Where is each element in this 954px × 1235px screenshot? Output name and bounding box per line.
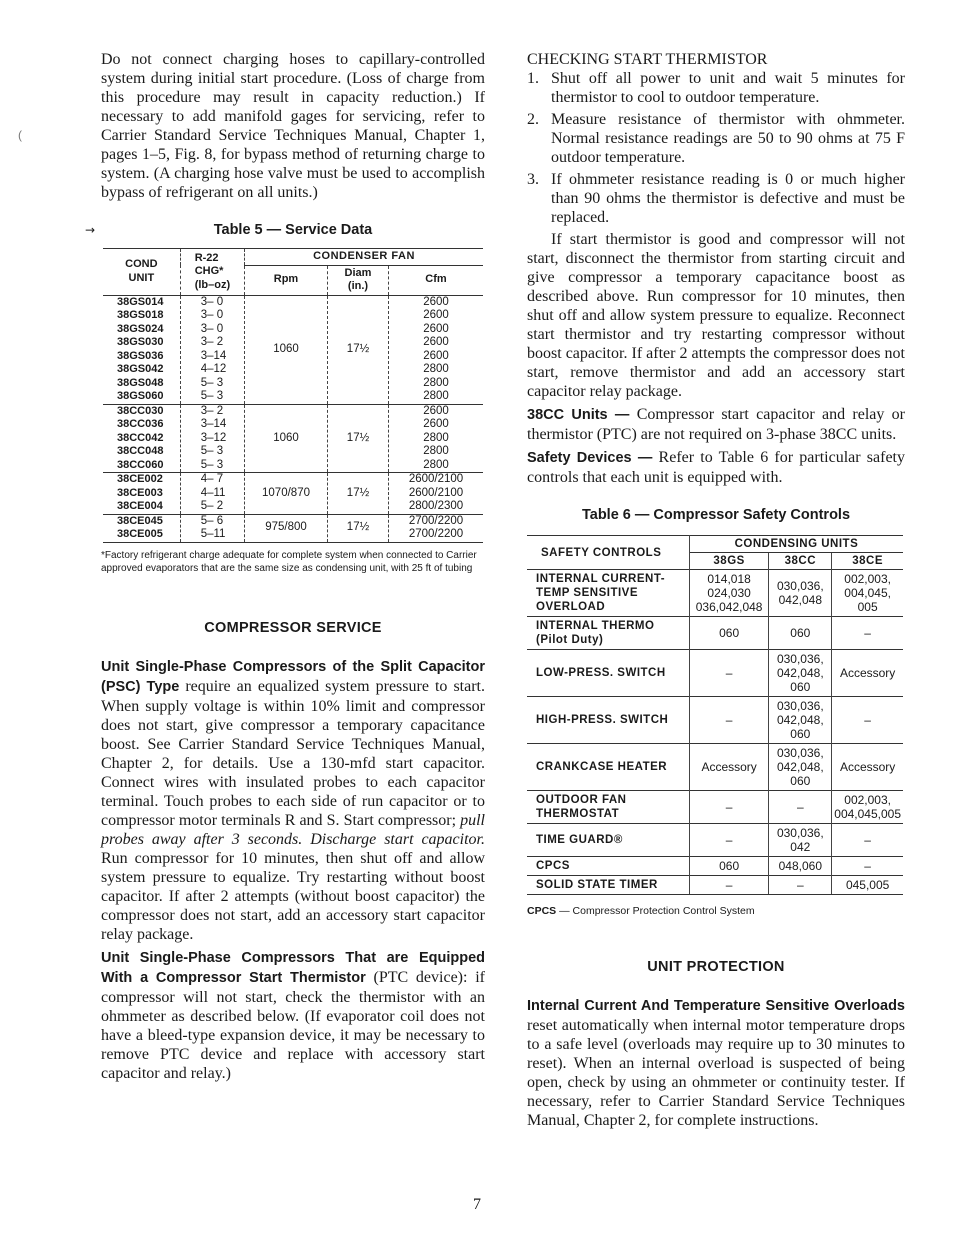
unit-list: 38CE002 38CE003 38CE004 [103, 473, 180, 515]
rpm-value: 1070/870 [245, 473, 328, 515]
unit-protection-paragraph: Internal Current And Temperature Sensitive Overloads reset automatically when internal motor temperature drops to a safe level (overloads may require up to 30 minutes to reset). When an internal overload is suspected of being open, check by using an ohmmeter or continuity tester. If necessary, refer to Carrier Standard Service Techniques Manual, Chapter 2, for complete instructions. [527, 998, 905, 1129]
left-column [85, 50, 485, 1083]
charge-list: 5– 6 5–11 [180, 514, 244, 542]
col-cond-unit: COND UNIT [103, 249, 180, 296]
col-condensing-units: CONDENSING UNITS [689, 536, 903, 553]
col-safety-controls: SAFETY CONTROLS [527, 536, 689, 570]
table-row: TIME GUARD® – 030,036, 042 – [527, 824, 903, 857]
table6-caption: Table 6 — Compressor Safety Controls [581, 507, 851, 523]
table-row: CPCS 060 048,060 – [527, 857, 903, 876]
compressor-service-heading: COMPRESSOR SERVICE [204, 619, 382, 636]
thermistor-heading: CHECKING START THERMISTOR [527, 51, 768, 68]
table-row: HIGH-PRESS. SWITCH – 030,036, 042,048, 060 – [527, 697, 903, 744]
cfm-list: 2600 2600 2800 2800 2800 [389, 404, 484, 473]
diam-value: 17½ [328, 473, 389, 515]
table-row [103, 514, 483, 542]
charge-list: 4– 7 4–11 5– 2 [180, 473, 244, 515]
cfm-list: 2600/2100 2600/2100 2800/2300 [389, 473, 484, 515]
cfm-list: 2600 2600 2600 2600 2600 2800 2800 2800 [389, 295, 484, 404]
psc-paragraph: Unit Single-Phase Compressors of the Split Capacitor (PSC) Type require an equalized system pressure to start. When supply voltage is within 10% limit and compressor does not start, give compressor a temporary capacitance boost. See Carrier Standard Service Techniques Manual, Chapter 2, for details. Use a 130-mfd start capacitor. Connect wires with insulated probes to each capacitor terminal. Touch probes to each side of run capacitor or to compressor motor terminals R and S. Start compressor; pull probes away after 3 seconds. Discharge start capacitor. Run compressor for 10 minutes, then shut off and allow system pressure to equalize. Try restarting without boost capacitor. If after 2 attempts (without boost capacitor) the compressor does not start, add an accessory start capacitor relay package. [101, 658, 485, 943]
unit-list: 38CE045 38CE005 [103, 514, 180, 542]
table-row [103, 295, 483, 404]
col-r22-chg: R-22 CHG* (lb–oz) [180, 249, 244, 296]
charge-list: 3– 0 3– 0 3– 0 3– 2 3–14 4–12 5– 3 5– 3 [180, 295, 244, 404]
charge-list: 3– 2 3–14 3–12 5– 3 5– 3 [180, 404, 244, 473]
table-row: OUTDOOR FAN THERMOSTAT – – 002,003, 004,045,005 [527, 791, 903, 824]
table-row: LOW-PRESS. SWITCH – 030,036, 042,048, 060 Accessory [527, 650, 903, 697]
thermistor-paragraph: If start thermistor is good and compressor will not start, disconnect the thermistor from starting circuit and give compressor a temporary capacitance boost as described above. Run compressor for 10 minutes, then shut off and allow system pressure to equalize. Reconnect start thermistor and try restarting compressor without boost capacitor. If after 2 attempts the compressor does not start, remove thermistor and add an accessory start capacitor relay package. [527, 231, 905, 400]
arrow-icon: → [85, 223, 96, 237]
step-item: 2. Measure resistance of thermistor with ohmmeter. Normal resistance readings are 50 to 90 ohms at 75 F outdoor temperature. [527, 111, 905, 166]
col-condenser-fan: CONDENSER FAN [245, 249, 484, 266]
unit-protection-heading: UNIT PROTECTION [647, 959, 785, 975]
service-data-table [103, 248, 483, 543]
cfm-list: 2700/2200 2700/2200 [389, 514, 484, 542]
rpm-value: 1060 [245, 295, 328, 404]
rpm-value: 975/800 [245, 514, 328, 542]
table-row [103, 404, 483, 473]
col-38ce: 38CE [852, 555, 884, 567]
ptc-paragraph: Unit Single-Phase Compressors That are Equipped With a Compressor Start Thermistor (PTC device): if compressor will not start, check the thermistor with an ohmmeter as described below. (If evaporator coil does not have a bleed-type expansion device, it may be necessary to remove PTC device and replace with accessory start capacitor and relay.) [101, 949, 485, 1082]
38cc-paragraph: 38CC Units — Compressor start capacitor and relay or thermistor (PTC) are not required on 3-phase 38CC units. [527, 406, 905, 443]
col-diam: Diam (in.) [328, 265, 389, 295]
rpm-value: 1060 [245, 404, 328, 473]
diam-value: 17½ [328, 295, 389, 404]
table-row [103, 473, 483, 515]
diam-value: 17½ [328, 514, 389, 542]
col-38cc: 38CC [769, 553, 832, 570]
diam-value: 17½ [328, 404, 389, 473]
psc-lead: Unit Single-Phase Compressors of the Split Capacitor (PSC) Type [101, 658, 485, 695]
step-item: 3. If ohmmeter resistance reading is 0 or much higher than 90 ohms the thermistor is defective and must be replaced. [527, 171, 905, 226]
compressor-safety-table [527, 535, 903, 895]
table5-footnote: *Factory refrigerant charge adequate for complete system when connected to Carrier approved evaporators that are the same size as condensing unit, with 25 ft of tubing [101, 549, 477, 574]
right-column [527, 50, 905, 1130]
table-row: CRANKCASE HEATER Accessory 030,036, 042,048, 060 Accessory [527, 744, 903, 791]
col-cfm: Cfm [389, 265, 484, 295]
step-item: 1. Shut off all power to unit and wait 5 minutes for thermistor to cool to outdoor temperature. [527, 70, 905, 106]
safety-devices-paragraph: Safety Devices — Refer to Table 6 for particular safety controls that each unit is equipped with. [527, 449, 905, 486]
table5-caption: Table 5 — Service Data [213, 222, 373, 238]
table5-caption-row [85, 221, 485, 240]
table-row: INTERNAL CURRENT- TEMP SENSITIVE OVERLOAD 014,018 024,030 036,042,048 030,036, 042,048 002,003, 004,045, 005 [527, 570, 903, 617]
unit-list: 38CC030 38CC036 38CC042 38CC048 38CC060 [103, 404, 180, 473]
ptc-lead: Unit Single-Phase Compressors That are Equipped With a Compressor Start Thermistor [101, 949, 485, 986]
table-row: INTERNAL THERMO (Pilot Duty) 060 060 – [527, 617, 903, 650]
table6-note: CPCS — Compressor Protection Control System [527, 905, 755, 917]
table-row: SOLID STATE TIMER – – 045,005 [527, 876, 903, 895]
col-38gs: 38GS [689, 553, 769, 570]
intro-paragraph: Do not connect charging hoses to capillary-controlled system during initial start procedure. (Loss of charge from this procedure may result in capacity reduction.) If necessary to add manifold gages for servicing, refer to Carrier Standard Service Techniques Manual, Chapter 1, pages 1–5, Fig. 8, for bypass method of returning charge to system. (A charging hose valve must be used to accomplish bypass of refrigerant on all units.) [101, 51, 485, 201]
page-number: 7 [473, 1196, 481, 1213]
col-rpm: Rpm [245, 265, 328, 295]
unit-list: 38GS014 38GS018 38GS024 38GS030 38GS036 38GS042 38GS048 38GS060 [103, 295, 180, 404]
margin-mark: ( [18, 128, 22, 142]
